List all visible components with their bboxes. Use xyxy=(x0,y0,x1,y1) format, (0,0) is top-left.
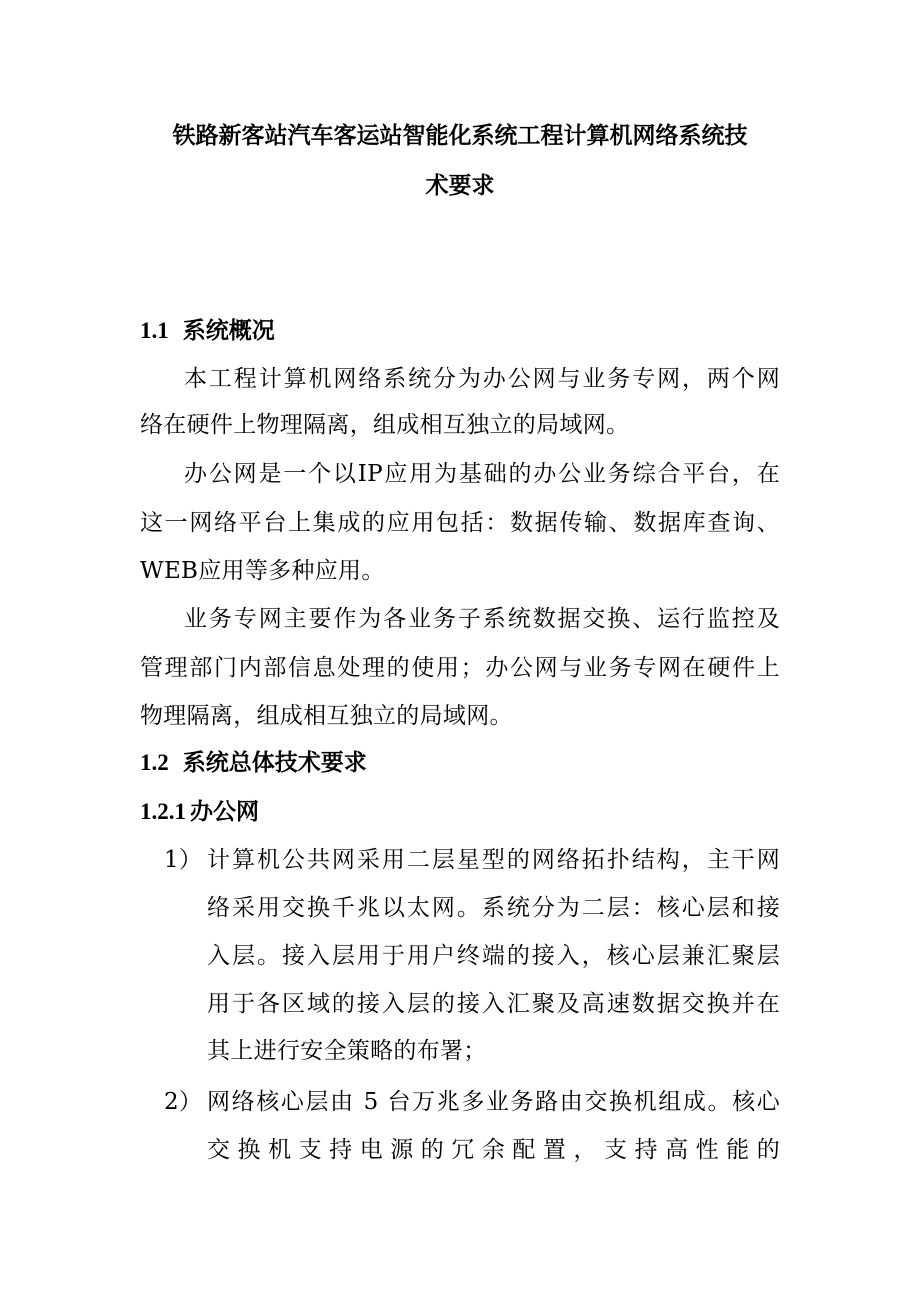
paragraph-line: 管理部门内部信息处理的使用；办公网与业务专网在硬件上 xyxy=(140,655,780,681)
document-title-line-2: 术要求 xyxy=(425,173,495,199)
section-number: 1.2.1 xyxy=(140,799,186,824)
section-title: 系统总体技术要求 xyxy=(182,750,367,776)
paragraph-line: 这一网络平台上集成的应用包括：数据传输、数据库查询、 xyxy=(140,510,780,536)
section-1-2-1-heading xyxy=(140,797,259,827)
list-item-line: 用于各区域的接入层的接入汇聚及高速数据交换并在 xyxy=(207,991,780,1017)
section-1-1-heading xyxy=(140,316,275,346)
paragraph-line: WEB应用等多种应用。 xyxy=(140,558,385,584)
paragraph-line: 业务专网主要作为各业务子系统数据交换、运行监控及 xyxy=(184,606,780,632)
section-title: 系统概况 xyxy=(182,318,275,344)
paragraph-line: 本工程计算机网络系统分为办公网与业务专网，两个网 xyxy=(184,366,780,392)
section-1-2-heading xyxy=(140,748,367,778)
document-title-line-1: 铁路新客站汽车客运站智能化系统工程计算机网络系统技 xyxy=(172,123,748,149)
paragraph-line: 办公网是一个以IP应用为基础的办公业务综合平台，在 xyxy=(184,461,780,487)
paragraph-line: 络在硬件上物理隔离，组成相互独立的局域网。 xyxy=(140,412,630,438)
section-title: 办公网 xyxy=(190,799,259,825)
list-item-line: 网络核心层由 5 台万兆多业务路由交换机组成。核心 xyxy=(207,1089,780,1115)
list-item-line: 其上进行安全策略的布署； xyxy=(207,1038,487,1064)
section-number: 1.1 xyxy=(140,318,169,343)
list-item-line: 入层。接入层用于用户终端的接入，核心层兼汇聚层 xyxy=(207,943,780,969)
list-marker: 1） xyxy=(164,847,203,873)
list-item-line: 交换机支持电源的冗余配置，支持高性能的 xyxy=(207,1137,780,1163)
list-item-line: 络采用交换千兆以太网。系统分为二层：核心层和接 xyxy=(207,895,780,921)
paragraph-line: 物理隔离，组成相互独立的局域网。 xyxy=(140,703,513,729)
list-marker: 2） xyxy=(164,1089,203,1115)
list-item-line: 计算机公共网采用二层星型的网络拓扑结构，主干网 xyxy=(207,847,780,873)
section-number: 1.2 xyxy=(140,750,169,775)
